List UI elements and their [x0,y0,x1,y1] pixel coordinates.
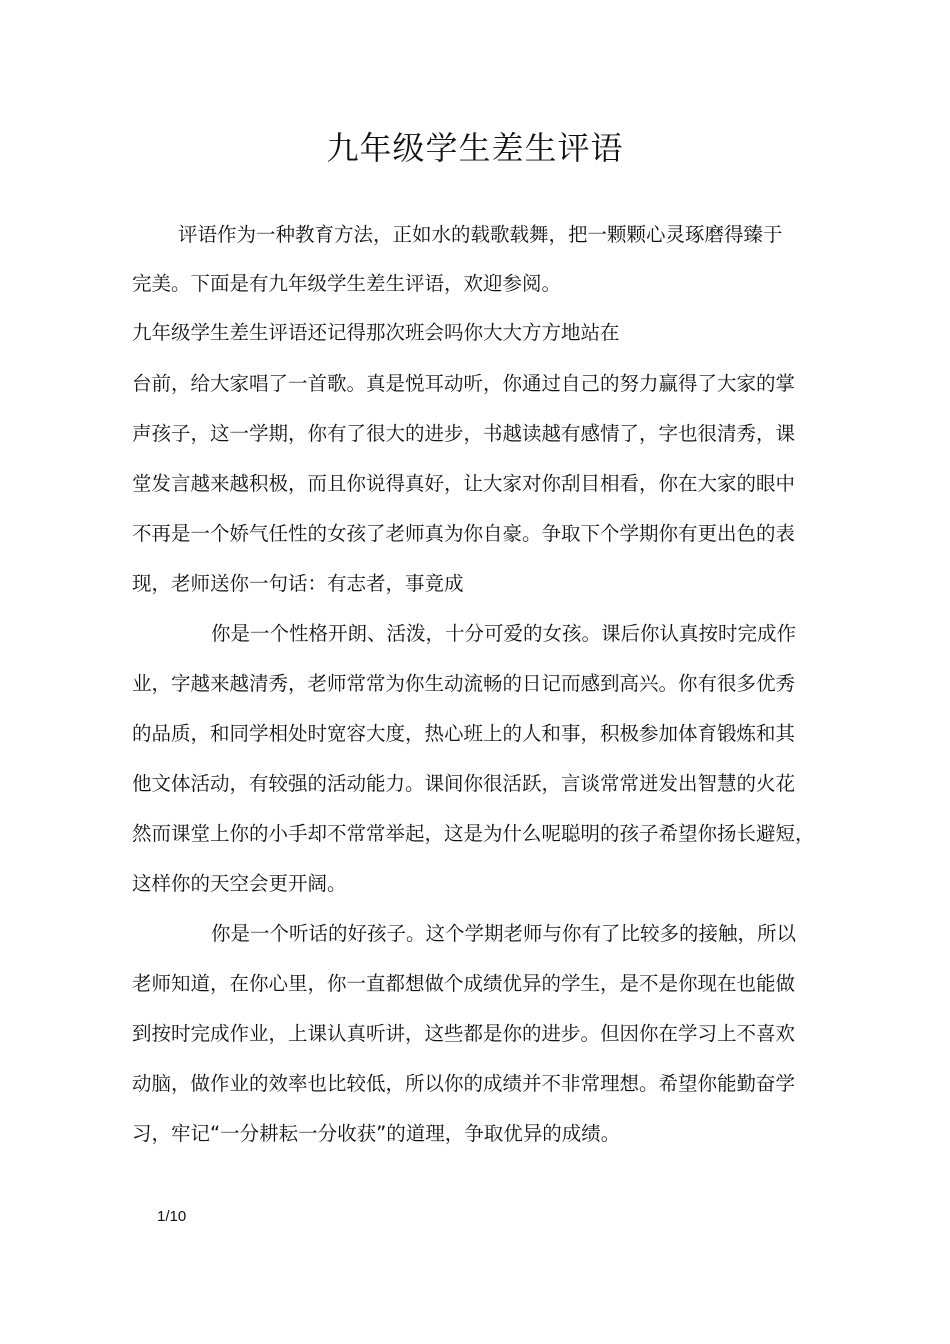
text-line: 完美。下面是有九年级学生差生评语，欢迎参阅。 [132,272,562,295]
text-line: 动脑，做作业的效率也比较低，所以你的成绩并不非常理想。希望你能勤奋学 [132,1072,796,1095]
text-line: 你是一个听话的好孩子。这个学期老师与你有了比较多的接触，所以 [211,922,797,945]
text-line: 声孩子，这一学期，你有了很大的进步，书越读越有感情了，字也很清秀，课 [132,422,796,445]
text-line: 九年级学生差生评语还记得那次班会吗你大大方方地站在 [132,321,620,344]
text-line: 你是一个性格开朗、活泼，十分可爱的女孩。课后你认真按时完成作 [211,622,797,645]
document-title: 九年级学生差生评语 [326,129,624,167]
text-line: 他文体活动，有较强的活动能力。课间你很活跃，言谈常常迸发出智慧的火花 [132,772,796,795]
text-line: 老师知道，在你心里，你一直都想做个成绩优异的学生，是不是你现在也能做 [132,972,796,995]
text-line: 堂发言越来越积极，而且你说得真好，让大家对你刮目相看，你在大家的眼中 [132,472,796,495]
text-line: 的品质，和同学相处时宽容大度，热心班上的人和事，积极参加体育锻炼和其 [132,722,796,745]
text-line: 台前，给大家唱了一首歌。真是悦耳动听，你通过自己的努力赢得了大家的掌 [132,372,796,395]
text-line: 然而课堂上你的小手却不常常举起，这是为什么呢聪明的孩子希望你扬长避短， [132,822,815,845]
page-number: 1/10 [157,1208,187,1225]
text-line: 习，牢记“一分耕耘一分收获”的道理，争取优异的成绩。 [132,1122,621,1145]
text-line: 这样你的天空会更开阔。 [132,872,347,895]
text-line: 现，老师送你一句话：有志者，事竟成 [132,572,464,595]
text-line: 到按时完成作业，上课认真听讲，这些都是你的进步。但因你在学习上不喜欢 [132,1022,796,1045]
text-line: 评语作为一种教育方法，正如水的载歌载舞，把一颗颗心灵琢磨得臻于 [178,223,783,246]
text-line: 不再是一个娇气任性的女孩了老师真为你自豪。争取下个学期你有更出色的表 [132,522,796,545]
text-line: 业，字越来越清秀，老师常常为你生动流畅的日记而感到高兴。你有很多优秀 [132,672,796,695]
